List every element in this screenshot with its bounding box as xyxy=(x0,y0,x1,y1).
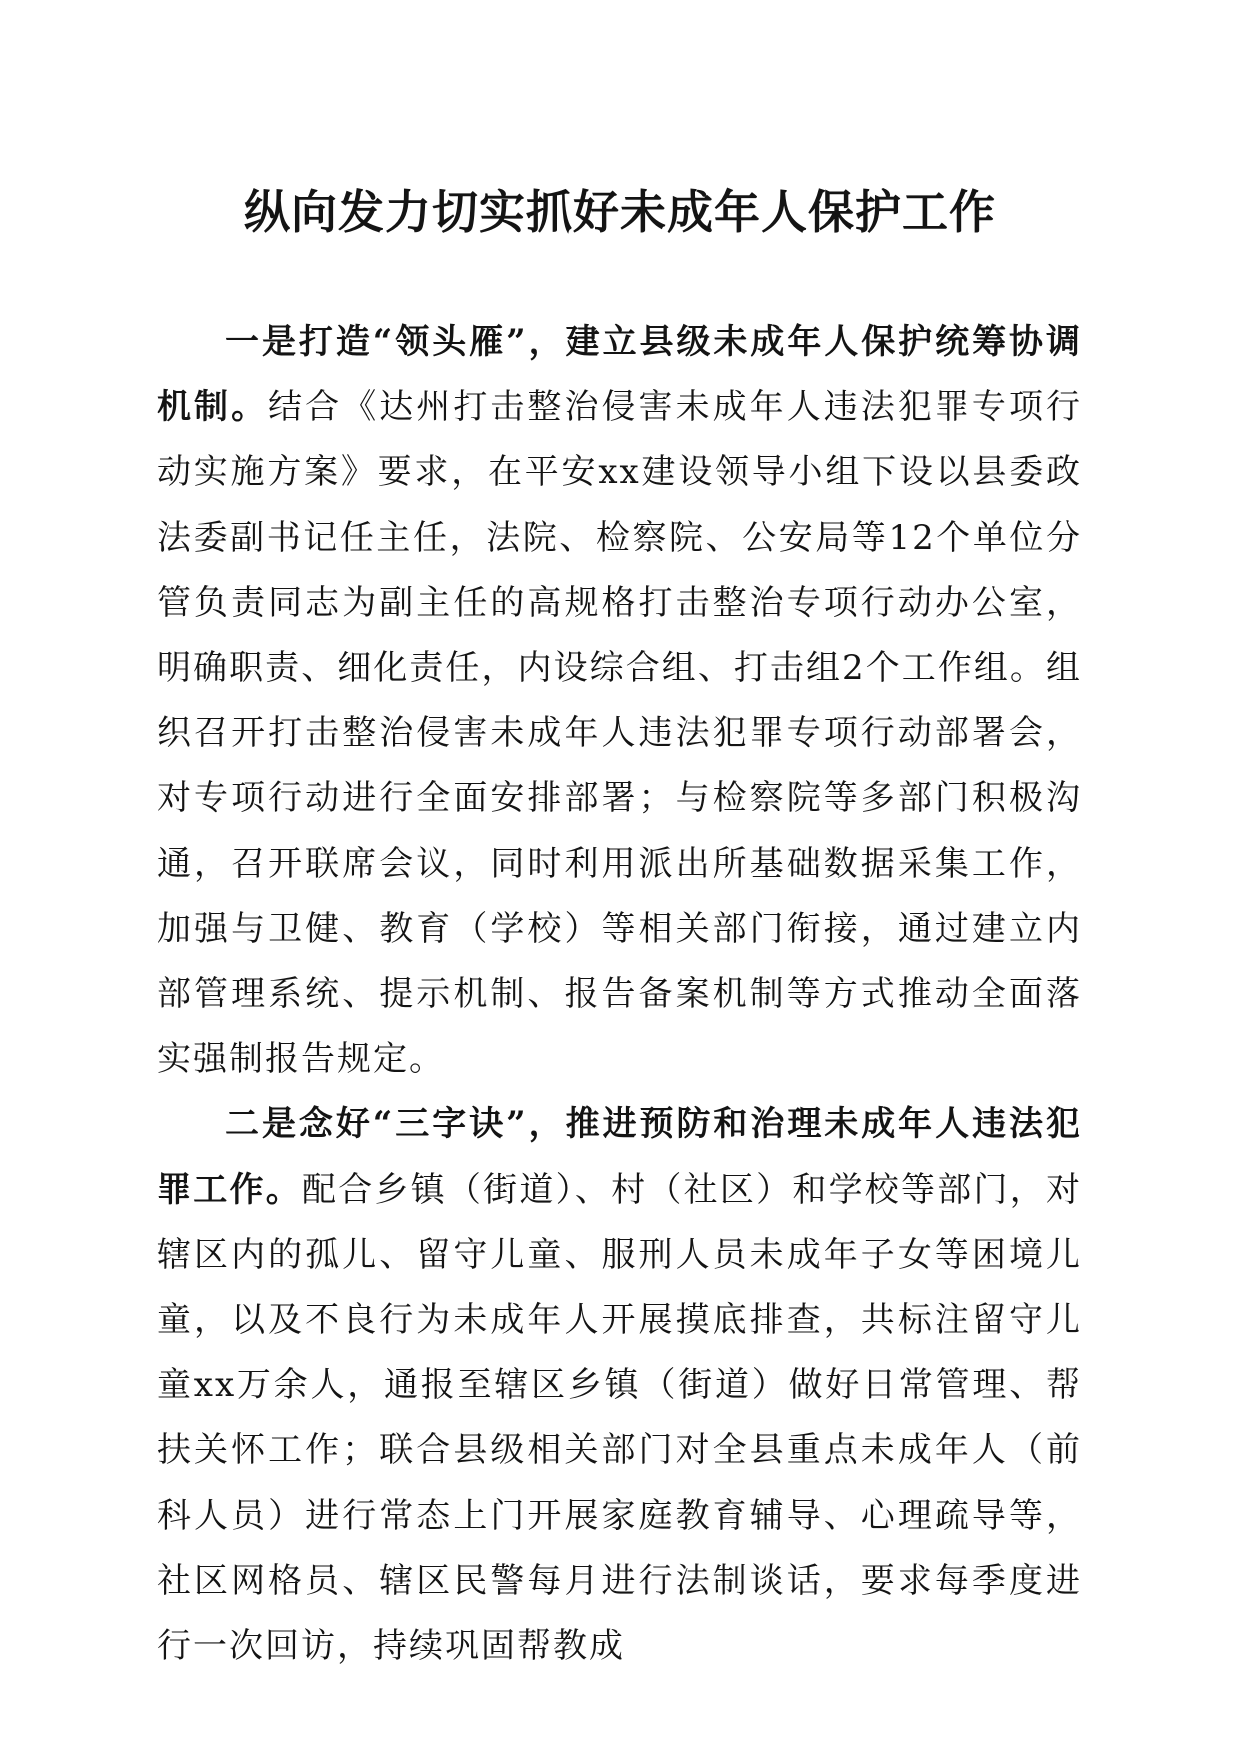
paragraph-2-lead: 二是念好“三字诀”，推进预防和治理未成年人违法犯罪工作。 xyxy=(157,1104,1082,1210)
page-title: 纵向发力切实抓好未成年人保护工作 xyxy=(244,185,996,239)
paragraph-1-text: 结合《达州打击整治侵害未成年人违法犯罪专项行动实施方案》要求，在平安xx建设领导小组下设以县委政法委副书记任主任，法院、检察院、公安局等12个单位分管负责同志为副主任的高规格打击整治专项行动办公室，明确职责、细化责任，内设综合组、打击组2个工作组。组织召开打击整治侵害未成年人违法犯罪专项行动部署会，对专项行动进行全面安排部署；与检察院等多部门积极沟通，召开联席会议，同时利用派出所基础数据采集工作，加强与卫健、教育（学校）等相关部门衔接，通过建立内部管理系统、提示机制、报告备案机制等方式推动全面落实强制报告规定。 xyxy=(157,387,1082,1080)
paragraph-1-lead: 一是打造“领头雁”，建立县级未成年人保护统筹协调机制。 xyxy=(157,322,1082,428)
paragraph-2 xyxy=(157,1092,1082,1679)
paragraph-1 xyxy=(157,310,1082,1092)
paragraph-2-text: 配合乡镇（街道）、村（社区）和学校等部门，对辖区内的孤儿、留守儿童、服刑人员未成年子女等困境儿童，以及不良行为未成年人开展摸底排查，共标注留守儿童xx万余人，通报至辖区乡镇（街道）做好日常管理、帮扶关怀工作；联合县级相关部门对全县重点未成年人（前科人员）进行常态上门开展家庭教育辅导、心理疏导等，社区网格员、辖区民警每月进行法制谈话，要求每季度进行一次回访，持续巩固帮教成 xyxy=(157,1169,1083,1667)
document-body xyxy=(157,310,1082,1679)
